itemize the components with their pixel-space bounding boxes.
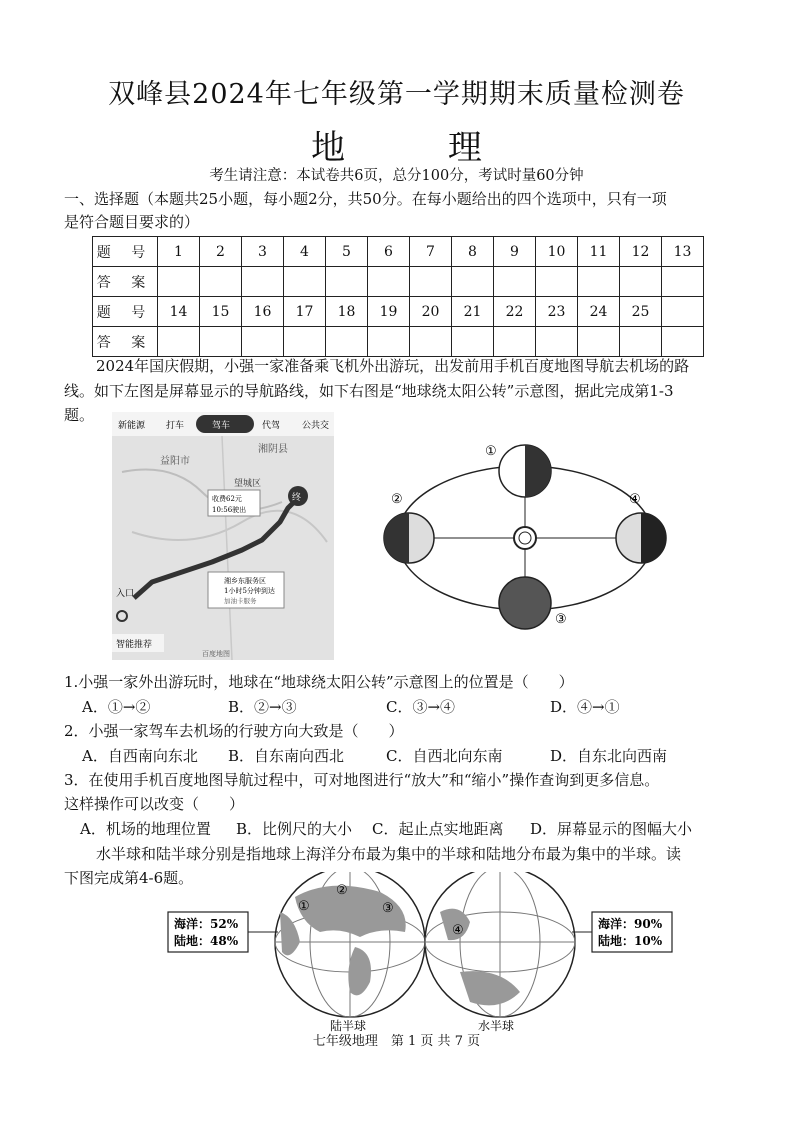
map-tab-selected: 驾车 (212, 421, 231, 431)
answer-cell[interactable] (662, 267, 704, 297)
earth-orbit-diagram (375, 435, 680, 635)
q2-option-d[interactable]: D．自东北向西南 (550, 747, 668, 765)
map-city-label: 湘阴县 (258, 444, 288, 455)
answer-cell[interactable] (578, 267, 620, 297)
answer-header: 答 案 (93, 327, 158, 357)
answer-cell[interactable] (452, 267, 494, 297)
toll-fee: 收费62元 (212, 495, 242, 503)
q-number: 23 (536, 297, 578, 327)
q1-option-b[interactable]: B．②→③ (228, 698, 297, 716)
water-hemisphere-land: 陆地：10% (598, 934, 663, 948)
q-number: 21 (452, 297, 494, 327)
service-area-name: 湘乡东服务区 (224, 577, 266, 585)
answer-cell[interactable] (284, 267, 326, 297)
q-number: 11 (578, 237, 620, 267)
answer-cell[interactable] (620, 327, 662, 357)
q-number: 24 (578, 297, 620, 327)
map-tab: 公共交 (302, 421, 330, 431)
navigation-map-figure (112, 412, 334, 660)
q-number: 12 (620, 237, 662, 267)
passage-1-line-1: 2024年国庆假期，小强一家准备乘飞机外出游玩，出发前用手机百度地图导航去机场的路 (96, 357, 690, 375)
q2-option-a[interactable]: A．自西南向东北 (82, 747, 198, 765)
exam-notice: 考生请注意：本试卷共6页，总分100分，考试时量60分钟 (209, 168, 584, 184)
table-row (93, 237, 704, 267)
earth-night-side (641, 513, 666, 563)
map-logo: 百度地图 (202, 650, 230, 658)
q1-option-c[interactable]: C．③→④ (386, 698, 456, 716)
q-number: 3 (242, 237, 284, 267)
orbit-label-1: ① (485, 444, 497, 459)
answer-cell[interactable] (494, 267, 536, 297)
q-number: 10 (536, 237, 578, 267)
answer-cell[interactable] (284, 327, 326, 357)
marker-4: ④ (452, 923, 464, 938)
answer-cell[interactable] (410, 267, 452, 297)
answer-cell[interactable] (200, 267, 242, 297)
answer-cell[interactable] (242, 267, 284, 297)
answer-cell[interactable] (326, 267, 368, 297)
destination-label: 终 (292, 493, 302, 503)
subject-title: 地 理 (311, 128, 528, 168)
earth-night-side (384, 513, 409, 563)
q-number: 17 (284, 297, 326, 327)
map-tab: 代驾 (262, 421, 281, 431)
map-city-label: 益阳市 (160, 456, 190, 467)
toll-exit-time: 10:56驶出 (212, 506, 247, 514)
map-tab: 打车 (166, 421, 185, 431)
section-1-heading: 一、选择题（本题共25小题，每小题2分，共50分。在每小题给出的四个选项中，只有一项 (64, 190, 667, 208)
section-1-heading-cont: 是符合题目要求的） (64, 213, 200, 231)
q-number: 20 (410, 297, 452, 327)
q1-option-d[interactable]: D．④→① (550, 698, 620, 716)
q-number: 14 (158, 297, 200, 327)
q-number: 8 (452, 237, 494, 267)
q3-option-c[interactable]: C．起止点实地距离 (372, 820, 504, 838)
land-hemisphere-caption: 陆半球 (330, 1019, 367, 1032)
q-number: 18 (326, 297, 368, 327)
answer-cell[interactable] (620, 267, 662, 297)
sun (514, 527, 536, 549)
q3-option-a[interactable]: A．机场的地理位置 (80, 820, 211, 838)
passage-2-line-1: 水半球和陆半球分别是指地球上海洋分布最为集中的半球和陆地分布最为集中的半球。读 (96, 845, 682, 863)
answer-cell[interactable] (536, 327, 578, 357)
q-number: 13 (662, 237, 704, 267)
question-3-stem-cont: 这样操作可以改变（ ） (64, 795, 245, 813)
orbit-label-3: ③ (555, 612, 567, 627)
water-hemisphere-caption: 水半球 (478, 1019, 515, 1032)
q-number: 6 (368, 237, 410, 267)
passage-1-line-2: 线。如下左图是屏幕显示的导航路线，如下右图是“地球绕太阳公转”示意图，据此完成第1-3 (64, 382, 674, 400)
answer-cell[interactable] (158, 327, 200, 357)
q-number (662, 297, 704, 327)
table-row (93, 327, 704, 357)
earth-night-side (525, 445, 551, 497)
question-2-stem: 2．小强一家驾车去机场的行驶方向大致是（ ） (64, 722, 404, 740)
q-number: 7 (410, 237, 452, 267)
orbit-label-2: ② (391, 492, 403, 507)
q-number: 22 (494, 297, 536, 327)
q-number: 19 (368, 297, 410, 327)
smart-recommend-label: 智能推荐 (116, 640, 153, 650)
answer-cell[interactable] (662, 327, 704, 357)
q-number: 15 (200, 297, 242, 327)
q-number: 16 (242, 297, 284, 327)
answer-cell[interactable] (242, 327, 284, 357)
answer-cell[interactable] (158, 267, 200, 297)
page-footer: 七年级地理 第 1 页 共 7 页 (312, 1034, 481, 1049)
marker-2: ② (336, 883, 348, 898)
table-row (93, 267, 704, 297)
q1-option-a[interactable]: A．①→② (82, 698, 151, 716)
q-number: 2 (200, 237, 242, 267)
q-number: 4 (284, 237, 326, 267)
service-area-time: 1小时5分钟到达 (224, 587, 275, 595)
question-1-stem: 1.小强一家外出游玩时，地球在“地球绕太阳公转”示意图上的位置是（ ） (64, 673, 574, 691)
answer-cell[interactable] (494, 327, 536, 357)
land-hemisphere-ocean: 海洋：52% (174, 917, 239, 931)
answer-cell[interactable] (200, 327, 242, 357)
answer-cell[interactable] (368, 327, 410, 357)
passage-2-line-2: 下图完成第4-6题。 (64, 869, 194, 887)
q-number: 1 (158, 237, 200, 267)
water-hemisphere-ocean: 海洋：90% (598, 917, 663, 931)
q-number: 9 (494, 237, 536, 267)
answer-cell[interactable] (368, 267, 410, 297)
map-tab: 新能源 (118, 421, 146, 431)
answer-header: 答 案 (93, 267, 158, 297)
question-3-stem: 3．在使用手机百度地图导航过程中，可对地图进行“放大”和“缩小”操作查询到更多信息。 (64, 771, 660, 789)
q-number: 5 (326, 237, 368, 267)
orbit-label-4: ④ (629, 492, 641, 507)
earth-position-3 (499, 577, 551, 629)
answer-cell[interactable] (452, 327, 494, 357)
answer-table (92, 236, 704, 357)
row-header: 题 号 (93, 297, 158, 327)
hemispheres-figure (160, 872, 700, 1032)
q3-option-b[interactable]: B．比例尺的大小 (236, 820, 353, 838)
service-area-note: 加油卡服务 (224, 597, 257, 605)
q2-option-c[interactable]: C．自西北向东南 (386, 747, 503, 765)
row-header: 题 号 (93, 237, 158, 267)
q3-option-d[interactable]: D．屏幕显示的图幅大小 (530, 820, 693, 838)
answer-cell[interactable] (536, 267, 578, 297)
answer-cell[interactable] (410, 327, 452, 357)
map-district-label: 望城区 (234, 479, 262, 489)
entry-label: 入口 (116, 589, 135, 599)
passage-1-line-3: 题。 (64, 406, 95, 424)
marker-3: ③ (382, 901, 394, 916)
answer-cell[interactable] (326, 327, 368, 357)
page-title: 双峰县2024年七年级第一学期期末质量检测卷 (108, 79, 685, 110)
table-row (93, 297, 704, 327)
q2-option-b[interactable]: B．自东南向西北 (228, 747, 345, 765)
q-number: 25 (620, 297, 662, 327)
marker-1: ① (298, 899, 310, 914)
land-hemisphere-land: 陆地：48% (174, 934, 239, 948)
answer-cell[interactable] (578, 327, 620, 357)
